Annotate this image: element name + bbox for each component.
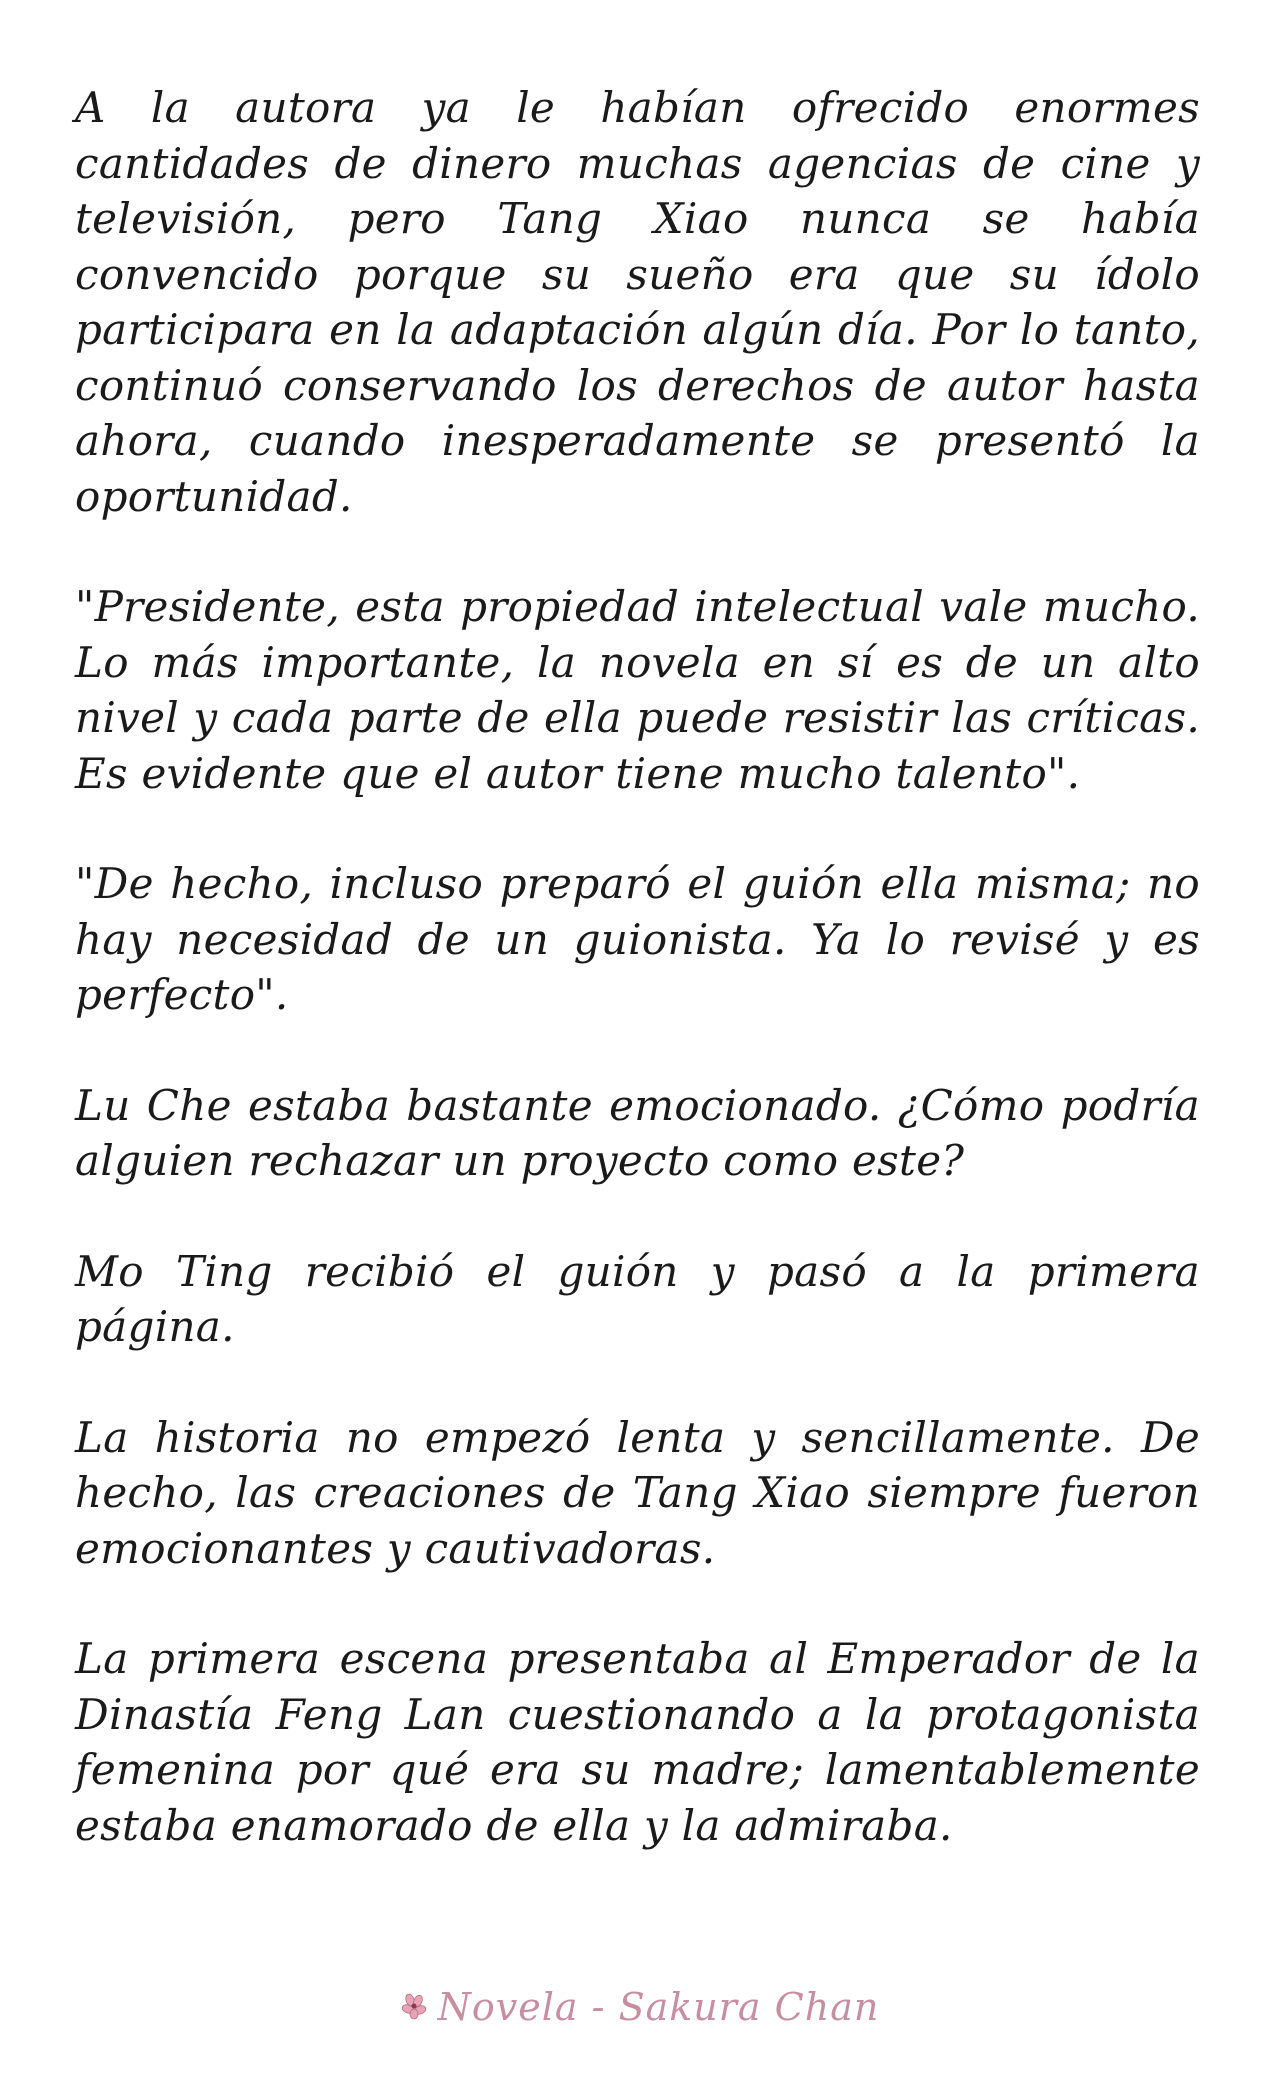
document-body: [75, 80, 1200, 1908]
paragraph-4: Lu Che estaba bastante emocionado. ¿Cómo podría alguien rechazar un proyecto como este?: [75, 1080, 1200, 1185]
paragraph-1: A la autora ya le habían ofrecido enormes cantidades de dinero muchas agencias de cine y televisión, pero Tang Xiao nunca se había convencido porque su sueño era que su ídolo participara en la adaptación algún día. Por lo tanto, continuó conservando los derechos de autor hasta ahora, cuando inesperadamente se presentó la oportunidad.: [75, 83, 1200, 521]
paragraph-5: Mo Ting recibió el guión y pasó a la primera página.: [75, 1246, 1200, 1351]
watermark-text: Novela - Sakura Chan: [437, 1985, 880, 2029]
sakura-flower-icon: [396, 1987, 432, 2017]
paragraph-2: "Presidente, esta propiedad intelectual vale mucho. Lo más importante, la novela en sí es de un alto nivel y cada parte de ella puede resistir las críticas. Es evidente que el autor tiene mucho talento".: [75, 582, 1200, 798]
paragraph-7: La primera escena presentaba al Emperador de la Dinastía Feng Lan cuestionando a la protagonista femenina por qué era su madre; lamentablemente estaba enamorado de ella y la admiraba.: [75, 1634, 1200, 1850]
paragraph-6: La historia no empezó lenta y sencillamente. De hecho, las creaciones de Tang Xiao siempre fueron emocionantes y cautivadoras.: [75, 1412, 1200, 1573]
paragraph-3: "De hecho, incluso preparó el guión ella misma; no hay necesidad de un guionista. Ya lo revisé y es perfecto".: [75, 859, 1200, 1019]
watermark: [0, 1985, 1275, 2029]
